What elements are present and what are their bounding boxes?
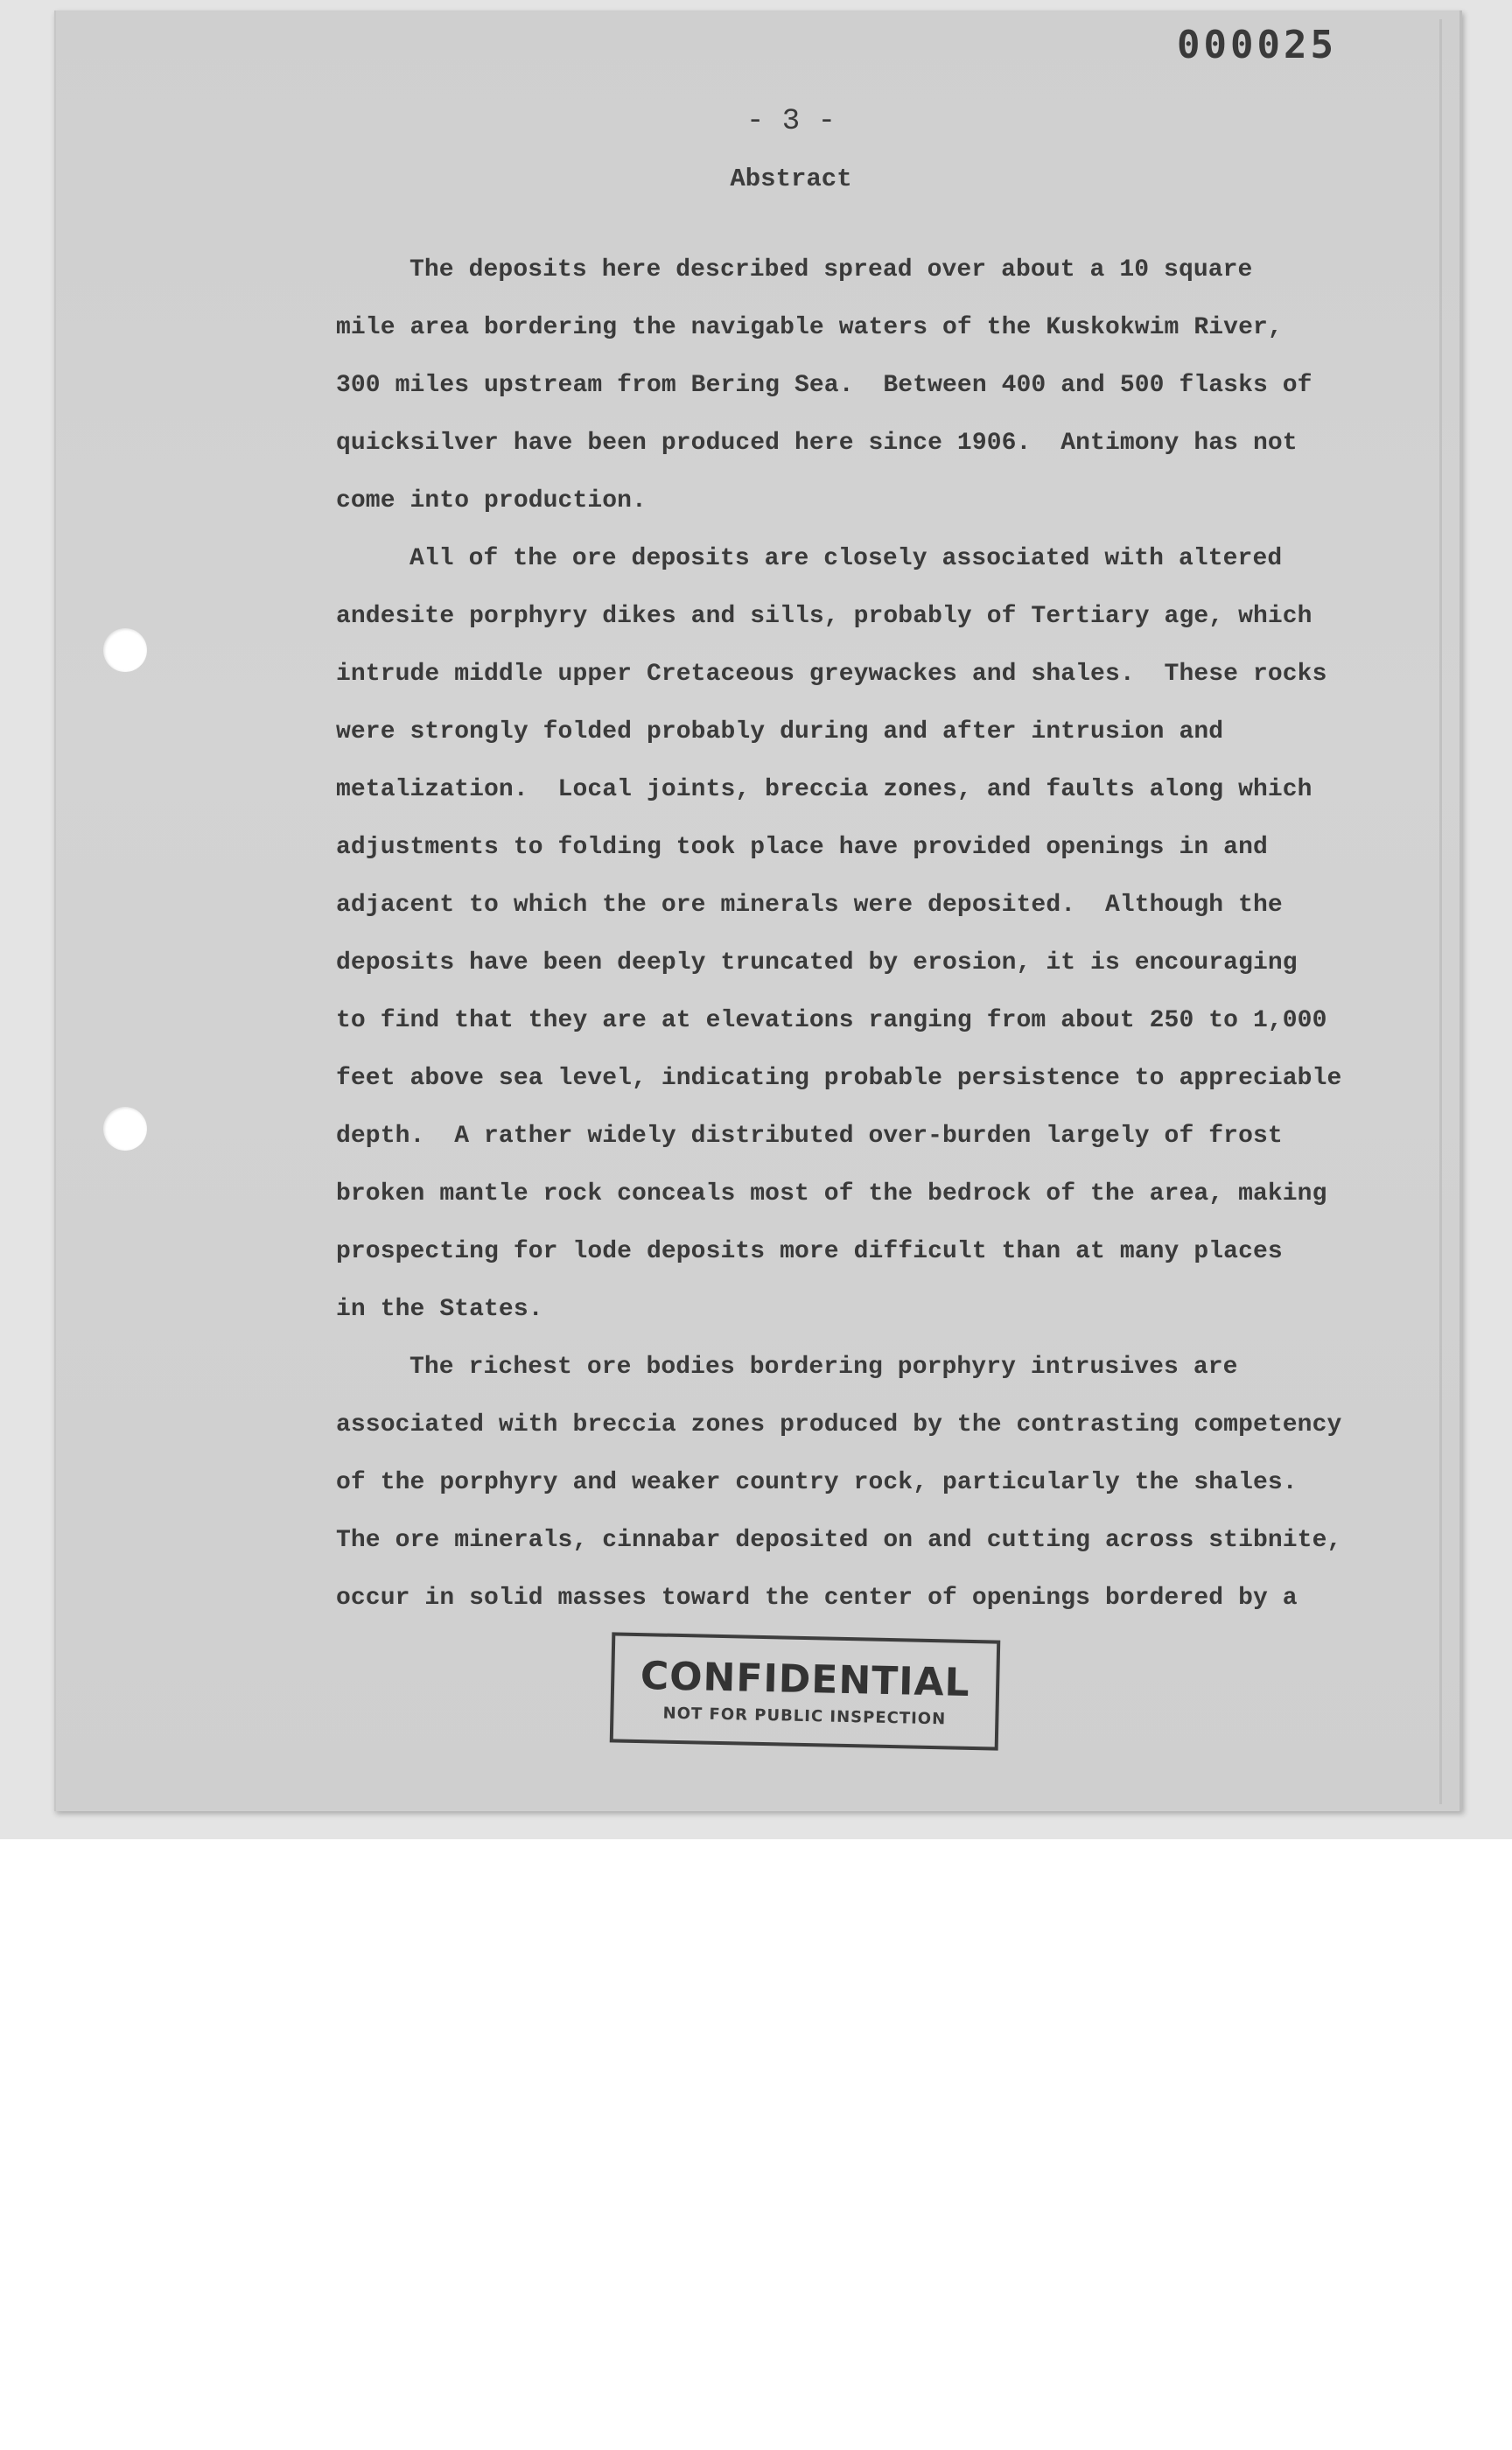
- punch-hole-top: [103, 628, 147, 672]
- paragraph-1: [336, 248, 1351, 537]
- text-line: broken mantle rock conceals most of the bedrock of the area, making: [336, 1180, 1327, 1208]
- text-line: All of the ore deposits are closely associated with altered: [410, 545, 1283, 572]
- document-sheet: [54, 10, 1462, 1811]
- punch-hole-bottom: [103, 1107, 147, 1151]
- text-line: The deposits here described spread over about a 10 square: [410, 256, 1253, 284]
- text-line: were strongly folded probably during and after intrusion and: [336, 718, 1224, 746]
- text-line: The richest ore bodies bordering porphyry intrusives are: [410, 1354, 1238, 1381]
- text-line: intrude middle upper Cretaceous greywackes and shales. These rocks: [336, 661, 1327, 688]
- text-line: of the porphyry and weaker country rock, particularly the shales.: [336, 1469, 1298, 1496]
- page-title: Abstract: [730, 164, 852, 193]
- paragraph-3: [336, 1346, 1351, 1634]
- text-line: occur in solid masses toward the center of openings bordered by a: [336, 1585, 1298, 1612]
- text-line: prospecting for lode deposits more difficult than at many places: [336, 1238, 1283, 1265]
- text-line: metalization. Local joints, breccia zones, and faults along which: [336, 776, 1312, 803]
- text-line: to find that they are at elevations ranging from about 250 to 1,000: [336, 1007, 1327, 1034]
- document-number: 000025: [1177, 23, 1337, 67]
- text-line: 300 miles upstream from Bering Sea. Between 400 and 500 flasks of: [336, 372, 1312, 399]
- stamp-title: CONFIDENTIAL: [640, 1654, 971, 1705]
- page-number: - 3 -: [746, 105, 836, 138]
- text-line: deposits have been deeply truncated by erosion, it is encouraging: [336, 949, 1298, 976]
- text-line: feet above sea level, indicating probable persistence to appreciable: [336, 1065, 1342, 1092]
- confidential-stamp: [610, 1632, 1001, 1750]
- text-line: associated with breccia zones produced by the contrasting competency: [336, 1411, 1342, 1438]
- text-line: adjacent to which the ore minerals were deposited. Although the: [336, 892, 1283, 919]
- text-line: come into production.: [336, 487, 647, 514]
- text-line: adjustments to folding took place have provided openings in and: [336, 834, 1268, 861]
- text-line: mile area bordering the navigable waters of the Kuskokwim River,: [336, 314, 1283, 341]
- abstract-body: [336, 248, 1351, 1634]
- text-line: quicksilver have been produced here since 1906. Antimony has not: [336, 430, 1298, 457]
- text-line: in the States.: [336, 1296, 543, 1323]
- text-line: The ore minerals, cinnabar deposited on and cutting across stibnite,: [336, 1527, 1342, 1554]
- stamp-subtitle: NOT FOR PUBLIC INSPECTION: [662, 1704, 947, 1729]
- text-line: andesite porphyry dikes and sills, probably of Tertiary age, which: [336, 603, 1312, 630]
- text-line: depth. A rather widely distributed over-burden largely of frost: [336, 1123, 1283, 1150]
- paragraph-2: [336, 537, 1351, 1346]
